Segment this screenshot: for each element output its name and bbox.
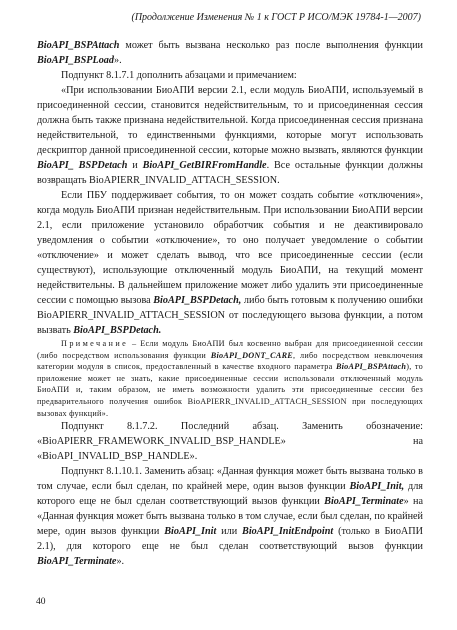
paragraph-bsp-attach xyxy=(37,38,423,68)
function-name: BioAPI_Init, xyxy=(349,481,405,493)
paragraph-text: Подпункт 8.1.10.1. Заменить абзац: «Данная функция может быть вызвана только в том случае, если был сделан, по крайней мере, один вызов функции xyxy=(37,466,423,493)
function-name: BioAPI_BSPDetach. xyxy=(73,325,162,336)
paragraph-text: может быть вызвана несколько раз после выполнения функции xyxy=(119,40,423,51)
function-name: BioAPI_ BSPDetach xyxy=(37,160,128,171)
paragraph-text: и xyxy=(127,160,143,171)
note-text: , либо посредством невключения категории модуля в список, предоставленный в качестве входного параметра xyxy=(37,350,424,372)
paragraph-text: (только в БиоАПИ 2.1), для которого еще не был сделан соответствующий вызов функции xyxy=(37,526,424,553)
paragraph-text: либо быть готовым к получению ошибки BioAPIERR_INVALID_ATTACH_SESSION от последующего вызова функции, а потом вызвать xyxy=(37,295,423,336)
note-label: Примечание xyxy=(61,339,129,348)
function-name: BioAPI_BSPLoad xyxy=(37,55,114,66)
paragraph-subclause-8-1-10-1 xyxy=(37,464,423,569)
running-header: (Продолжение Изменения № 1 к ГОСТ Р ИСО/МЭК 19784-1—2007) xyxy=(131,12,421,23)
function-name: BioAPI_InitEndpoint xyxy=(242,526,334,538)
paragraph-text: для которого еще не был сделан соответствующий вызов функции xyxy=(37,481,423,508)
paragraph-text: Если ПБУ поддерживает события, то он может создать событие «отключения», когда модуль БиоАПИ признан недействительным. При использовании БиоАПИ версии 2.1, если приложение установило обработчик события и не деактивировало уведомления о событии «отключение», то оно получает уведомление о событии «отключение» и может сделать вывод, что все присоединенные сессии (если существуют), использующие отключенный модуль БиоАПИ, на текущий момент недействительны. В дальнейшем приложение может либо удалить эти присоединенные сессии с помощью вызова xyxy=(37,190,423,306)
note-paragraph xyxy=(37,338,423,419)
paragraph-subclause-8-1-7-1: Подпункт 8.1.7.1 дополнить абзацами и примечанием: xyxy=(61,70,297,81)
page-number: 40 xyxy=(36,597,46,607)
paragraph-text: ». xyxy=(113,55,122,66)
paragraph-subclause-8-1-7-2: Подпункт 8.1.7.2. Последний абзац. Заменить обозначение: «BioAPIERR_FRAMEWORK_INVALID_BSP_HANDLE» на «BioAPI_INVALID_BSP_HANDLE». xyxy=(37,421,423,463)
document-body xyxy=(37,38,423,569)
paragraph-text: » на «Данная функция может быть вызвана только в том случае, если был сделан, по крайней мере, один вызов функции xyxy=(37,496,423,538)
paragraph-text: . Все остальные функции должны возвращать BioAPIERR_INVALID_ATTACH_SESSION. xyxy=(37,160,423,186)
function-name: BioAPI_BSPAttach xyxy=(37,40,120,51)
function-name: BioAPI_GetBIRFromHandle xyxy=(142,160,267,171)
function-name: BioAPI_BSPAttach xyxy=(335,362,407,372)
function-name: BioAPI_BSPDetach, xyxy=(153,295,242,306)
paragraph-attach-session-invalid xyxy=(37,83,423,188)
function-name: BioAPI_Terminate xyxy=(324,496,404,508)
paragraph-text: «При использовании БиоАПИ версии 2.1, если модуль БиоАПИ, используемый в присоединенной сессии, становится недействительным, то и присоединенная сессия должна быть также признана недействительной. Когда присоединенная сессия признана недействительной, то единственными функциями, которые могут использовать дескриптор данной присоединенной сессии, которые можно вызвать, являются функции xyxy=(37,85,423,156)
function-name: BioAPI_Terminate xyxy=(37,556,117,568)
note-text: ), то приложение может не знать, какие присоединенные сессии использовали отключенный модуль БиоАПИ и, таким образом, не иметь возможности удалить эти присоединенные сессии без предварительного получения ошибок BioAPIERR_INVALID_ATTACH_SESSION при последующих вызовах функций». xyxy=(37,362,423,418)
function-name: BioAPI_DONT_CARE xyxy=(210,350,293,360)
paragraph-text: или xyxy=(216,526,243,538)
paragraph-text: ». xyxy=(116,556,125,568)
note-text: – Если модуль БиоАПИ был косвенно выбран для присоединенной сессии (либо посредством использования функции xyxy=(37,339,423,360)
paragraph-events xyxy=(37,188,423,338)
function-name: BioAPI_Init xyxy=(164,526,217,538)
